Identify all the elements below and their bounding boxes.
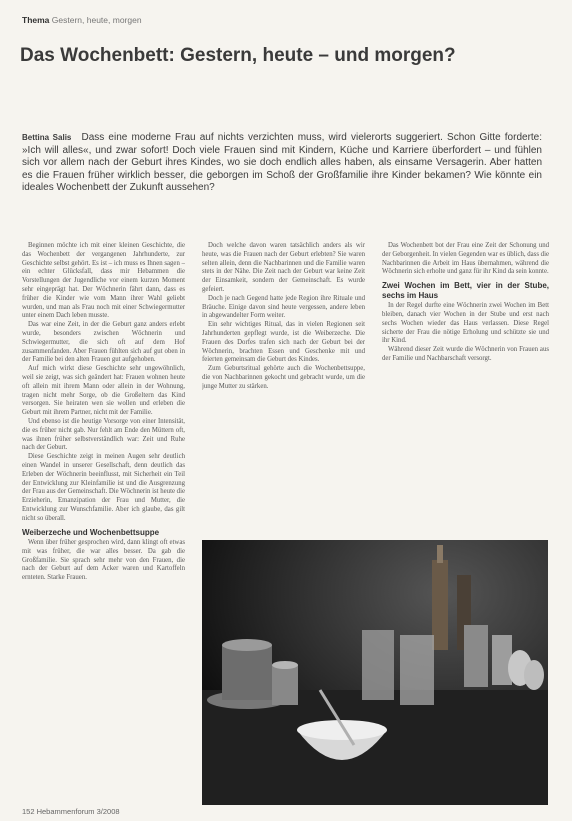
paragraph: Auf mich wirkt diese Geschichte sehr ungewöhnlich, weil sie zeigt, was sich geändert hat: Frauen wohnen heute oft allein mit ihrem Mann oder allein in der Wohnung, tragen nicht mehr Sorge, ob die Großeltern das Kind versorgen. Sie heiraten wen sie wollen und erleben die Geburt mit ihrem Partner, nicht mit der Familie.	[22, 365, 185, 417]
paragraph: Ein sehr wichtiges Ritual, das in vielen Regionen seit Jahrhunderten gepflegt wurde, ist die Weiberzeche. Die Frauen des Dorfes trafen sich nach der Geburt bei der Wöchnerin, brachten Essen und Geschenke mit und feierten gemeinsam die Geburt des Kindes.	[202, 321, 365, 364]
rubric-text: Gestern, heute, morgen	[51, 15, 142, 25]
section-rubric	[22, 15, 142, 25]
paragraph: In der Regel durfte eine Wöchnerin zwei Wochen im Bett bleiben, danach vier Wochen in der Stube und erst nach sechs Wochen wieder das Haus verlassen. Diese Regel sicherte der Frau die nötige Erholung und schützte sie und ihr Kind.	[382, 302, 549, 345]
paragraph: Wenn über früher gesprochen wird, dann klingt oft etwas mit was früher, die war alles besser. Da gab die Großfamilie. Sie sprach sehr mehr von den Frauen, die nach der Geburt auf dem Acker waren und Kartoffeln ernteten. Starke Frauen.	[22, 539, 185, 582]
text-column-2	[202, 242, 365, 524]
subheading: Zwei Wochen im Bett, vier in der Stube, sechs im Haus	[382, 281, 549, 300]
paragraph: Diese Geschichte zeigt in meinen Augen sehr deutlich einen Wandel in unserer Gesellschaft, denn deutlich das Erleben der Wöchnerin beeinflusst, mit Sicherheit ein Teil der Entwicklung zur Kleinfamilie ist und die Ausgrenzung der Frau aus der Gemeinschaft. Die Wöchnerin ist heute die Erzieherin, Emanzipation der Frau und Mutter, die Entwicklung zur Wunschfamilie. Aber ich glaube, das gilt nicht so überall.	[22, 453, 185, 522]
paragraph: Und ebenso ist die heutige Vorsorge von einer Intensität, die es früher nicht gab. Nur fehlt am Ende den Müttern oft, was ihnen früher selbstverständlich war: Zeit und Ruhe nach der Geburt.	[22, 417, 185, 452]
article-lead	[22, 132, 542, 195]
paragraph: Doch welche davon waren tatsächlich anders als wir heute, was die Frauen nach der Geburt erlebten? Sie waren selten allein, denn die Nachbarinnen und die Familie waren stets in der Nähe. Die Zeit nach der Geburt war keine Zeit der Einsamkeit, sondern der Gemeinschaft. Es wurde gefeiert.	[202, 242, 365, 293]
article-headline: Das Wochenbett: Gestern, heute – und morgen?	[20, 45, 456, 66]
paragraph: Beginnen möchte ich mit einer kleinen Geschichte, die das Wochenbett der vergangenen Jahrhunderte, zur Geschichte selbst gehört. Es ist – ich muss es Ihnen sagen – ein echter Glücksfall, dass mir Hebammen die Vorstellungen der Jugendliche vor einem kurzen Moment sehr eingeprägt hat. Der Wöchnerin fährt dann, dass es früher die Kinder wie vom Mann ihrer Wahl geliebt wurden, und man als Frau noch mit einer Schwiegermutter unter einem Dach leben musste.	[22, 242, 185, 320]
author-name: Bettina Salis	[22, 133, 72, 142]
subheading: Weiberzeche und Wochenbettsuppe	[22, 527, 160, 537]
paragraph: Das Wochenbett bot der Frau eine Zeit der Schonung und der Geborgenheit. In vielen Gegenden war es üblich, dass die Nachbarinnen die Arbeit im Haus übernahmen, während die Wöchnerin sich erholte und ganz für ihr Kind da sein konnte.	[382, 242, 549, 276]
rubric-label: Thema	[22, 15, 50, 25]
kitchen-still-life-photo	[202, 540, 548, 805]
paragraph: Zum Geburtsritual gehörte auch die Wochenbettsuppe, die von Nachbarinnen gekocht und gebracht wurde, um die junge Mutter zu stärken.	[202, 365, 365, 390]
paragraph: Das war eine Zeit, in der die Geburt ganz anders erlebt wurde, besonders zwischen Wöchnerin und Schwiegermutter, die sich oft auf dem Hof zusammenfanden. Aber Frauen fühlten sich auf gut oben in der Familie bei den alten Frauen gut aufgehoben.	[22, 321, 185, 364]
text-column-1	[22, 242, 185, 812]
paragraph: Doch je nach Gegend hatte jede Region ihre Rituale und Bräuche. Einige davon sind heute vergessen, andere leben in abgewandelter Form weiter.	[202, 294, 365, 320]
paragraph: Während dieser Zeit wurde die Wöchnerin von Frauen aus der Familie und Nachbarschaft versorgt.	[382, 346, 549, 362]
lead-text: Dass eine moderne Frau auf nichts verzichten muss, wird vielerorts suggeriert. Schon Gitte forderte: »Ich will alles«, und zwar sofort! Doch viele Frauen sind mit Kindern, Küche und Karriere überfordert – und fühlen sich vor allem nach der Geburt ihres Kindes, wo sie doch endlich alles haben, als einsame Versagerin. Aber hatten es die Frauen früher wirklich besser, die geborgen im Schoß der Großfamilie ihre Kinder bekamen? Wie könnte ein ideales Wochenbett der Zukunft aussehen?	[22, 132, 543, 193]
photo-illustration	[202, 540, 548, 805]
page-footer: 152 Hebammenforum 3/2008	[22, 807, 120, 816]
text-column-3	[382, 242, 549, 524]
